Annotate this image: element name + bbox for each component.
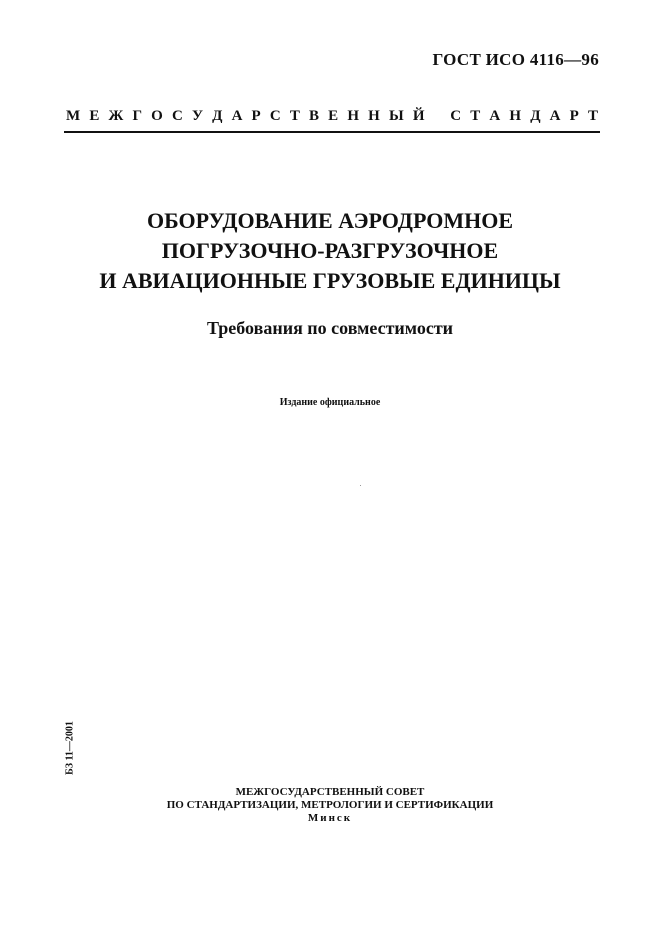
label-letter: С xyxy=(450,108,462,124)
publisher-line: ПО СТАНДАРТИЗАЦИИ, МЕТРОЛОГИИ И СЕРТИФИКАЦИИ xyxy=(166,799,494,811)
label-letter: У xyxy=(191,108,203,124)
main-title xyxy=(30,206,630,296)
print-speck xyxy=(360,485,361,486)
label-letter: Р xyxy=(251,108,261,124)
subtitle: Требования по совместимости xyxy=(206,318,454,338)
label-letter: О xyxy=(151,108,163,124)
label-letter: А xyxy=(489,108,501,124)
label-letter: Г xyxy=(132,108,142,124)
label-letter: Й xyxy=(412,108,425,124)
label-letter: Т xyxy=(289,108,300,124)
interstate-standard-label xyxy=(66,108,598,125)
header-rule xyxy=(64,131,600,133)
label-letter: Н xyxy=(347,108,359,124)
label-letter: Н xyxy=(509,108,522,124)
label-letter: А xyxy=(231,108,243,124)
label-letter: М xyxy=(66,108,81,124)
label-letter: Д xyxy=(530,108,541,124)
label-word-gap xyxy=(434,108,442,125)
publisher-line: МЕЖГОСУДАРСТВЕННЫЙ СОВЕТ xyxy=(235,786,425,798)
publisher-block xyxy=(30,786,630,825)
label-letter: Ы xyxy=(388,108,404,124)
publisher-city: Минск xyxy=(307,812,353,824)
side-code: БЗ 11—2001 xyxy=(64,721,76,775)
label-letter: Т xyxy=(587,108,598,124)
label-letter: Н xyxy=(368,108,380,124)
label-letter: Т xyxy=(470,108,481,124)
title-line: ПОГРУЗОЧНО-РАЗГРУЗОЧНОЕ xyxy=(161,238,499,263)
label-letter: Е xyxy=(89,108,100,124)
label-letter: С xyxy=(171,108,183,124)
label-letter: Р xyxy=(569,108,579,124)
document-number: ГОСТ ИСО 4116—96 xyxy=(432,50,599,69)
label-letter: Ж xyxy=(108,108,124,124)
label-letter: Д xyxy=(212,108,223,124)
edition-note: Издание официальное xyxy=(279,397,381,408)
title-line: И АВИАЦИОННЫЕ ГРУЗОВЫЕ ЕДИНИЦЫ xyxy=(99,268,561,293)
title-line: ОБОРУДОВАНИЕ АЭРОДРОМНОЕ xyxy=(146,208,514,233)
label-letter: В xyxy=(309,108,320,124)
label-letter: Е xyxy=(328,108,339,124)
label-letter: А xyxy=(549,108,561,124)
label-letter: С xyxy=(269,108,281,124)
